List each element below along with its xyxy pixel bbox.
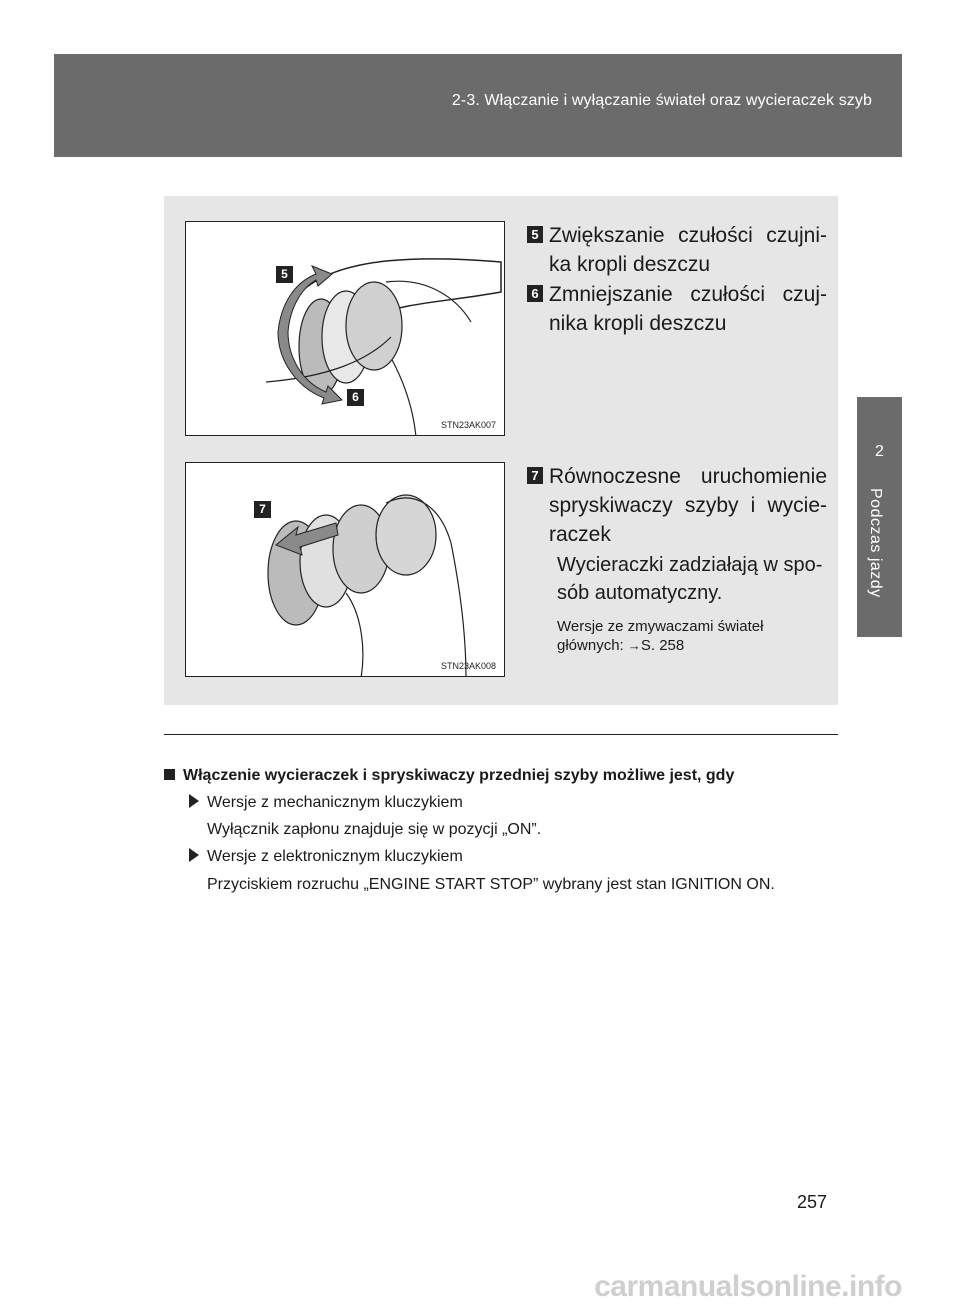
instruction-item: [527, 280, 827, 338]
badge-6: 6: [527, 285, 543, 302]
section-divider: [164, 734, 838, 735]
figure-code: STN23AK008: [440, 661, 496, 671]
conditions-heading-text: Włączenie wycieraczek i spryskiwaczy przedniej szyby możliwe jest, gdy: [183, 767, 735, 784]
condition-label: Wersje z elektronicznym kluczykiem: [207, 848, 463, 865]
figure-washer-activation: [185, 462, 505, 677]
note-text: Wersje ze zmywaczami świateł głównych:: [557, 618, 764, 654]
washer-lever-illustration: [186, 463, 505, 677]
page-number: 257: [797, 1192, 828, 1212]
badge-7: 7: [527, 467, 543, 484]
chapter-number: 2: [875, 443, 884, 460]
watermark: carmanualsonline.info: [594, 1270, 902, 1303]
section-title: 2-3. Włączanie i wyłączanie świateł oraz wycieraczek szyb: [451, 92, 872, 109]
triangle-bullet-icon: [189, 794, 199, 808]
wiper-lever-illustration: [186, 222, 505, 436]
instruction-subtext: Wycieraczki zadziałają w spo-sób automatyczny.: [557, 554, 823, 604]
instruction-text: Równoczesne uruchomienie spryskiwaczy szyby i wycie-raczek: [549, 465, 827, 546]
instruction-text: Zmniejszanie czułości czuj-nika kropli deszczu: [549, 283, 827, 335]
instruction-panel: [164, 196, 838, 705]
condition-detail: Wyłącznik zapłonu znajduje się w pozycji „ON”.: [207, 821, 542, 838]
condition-label: Wersje z mechanicznym kluczykiem: [207, 794, 463, 811]
condition-entry: [189, 791, 839, 815]
headlight-cleaner-note: [549, 617, 827, 655]
chapter-label: Podczas jazdy: [867, 488, 884, 598]
page-reference-link[interactable]: S. 258: [640, 637, 685, 654]
instruction-item: [527, 221, 827, 279]
figure-code: STN23AK007: [440, 420, 496, 430]
badge-7-marker: 7: [254, 501, 271, 518]
triangle-bullet-icon: [189, 848, 199, 862]
condition-detail: Przyciskiem rozruchu „ENGINE START STOP” wybrany jest stan IGNITION ON.: [207, 876, 775, 893]
header-band: [54, 54, 902, 157]
figure-rain-sensor-sensitivity: [185, 221, 505, 436]
instruction-text: Zwiększanie czułości czujni-ka kropli deszczu: [549, 224, 827, 276]
instruction-item: [527, 462, 827, 655]
arrow-right-icon: →: [627, 638, 641, 653]
badge-5: 5: [527, 226, 543, 243]
conditions-heading: [164, 767, 838, 785]
square-bullet-icon: [164, 769, 175, 780]
badge-5-marker: 5: [276, 266, 293, 283]
condition-entry: [189, 845, 839, 869]
chapter-tab: [857, 397, 902, 637]
badge-6-marker: 6: [347, 389, 364, 406]
